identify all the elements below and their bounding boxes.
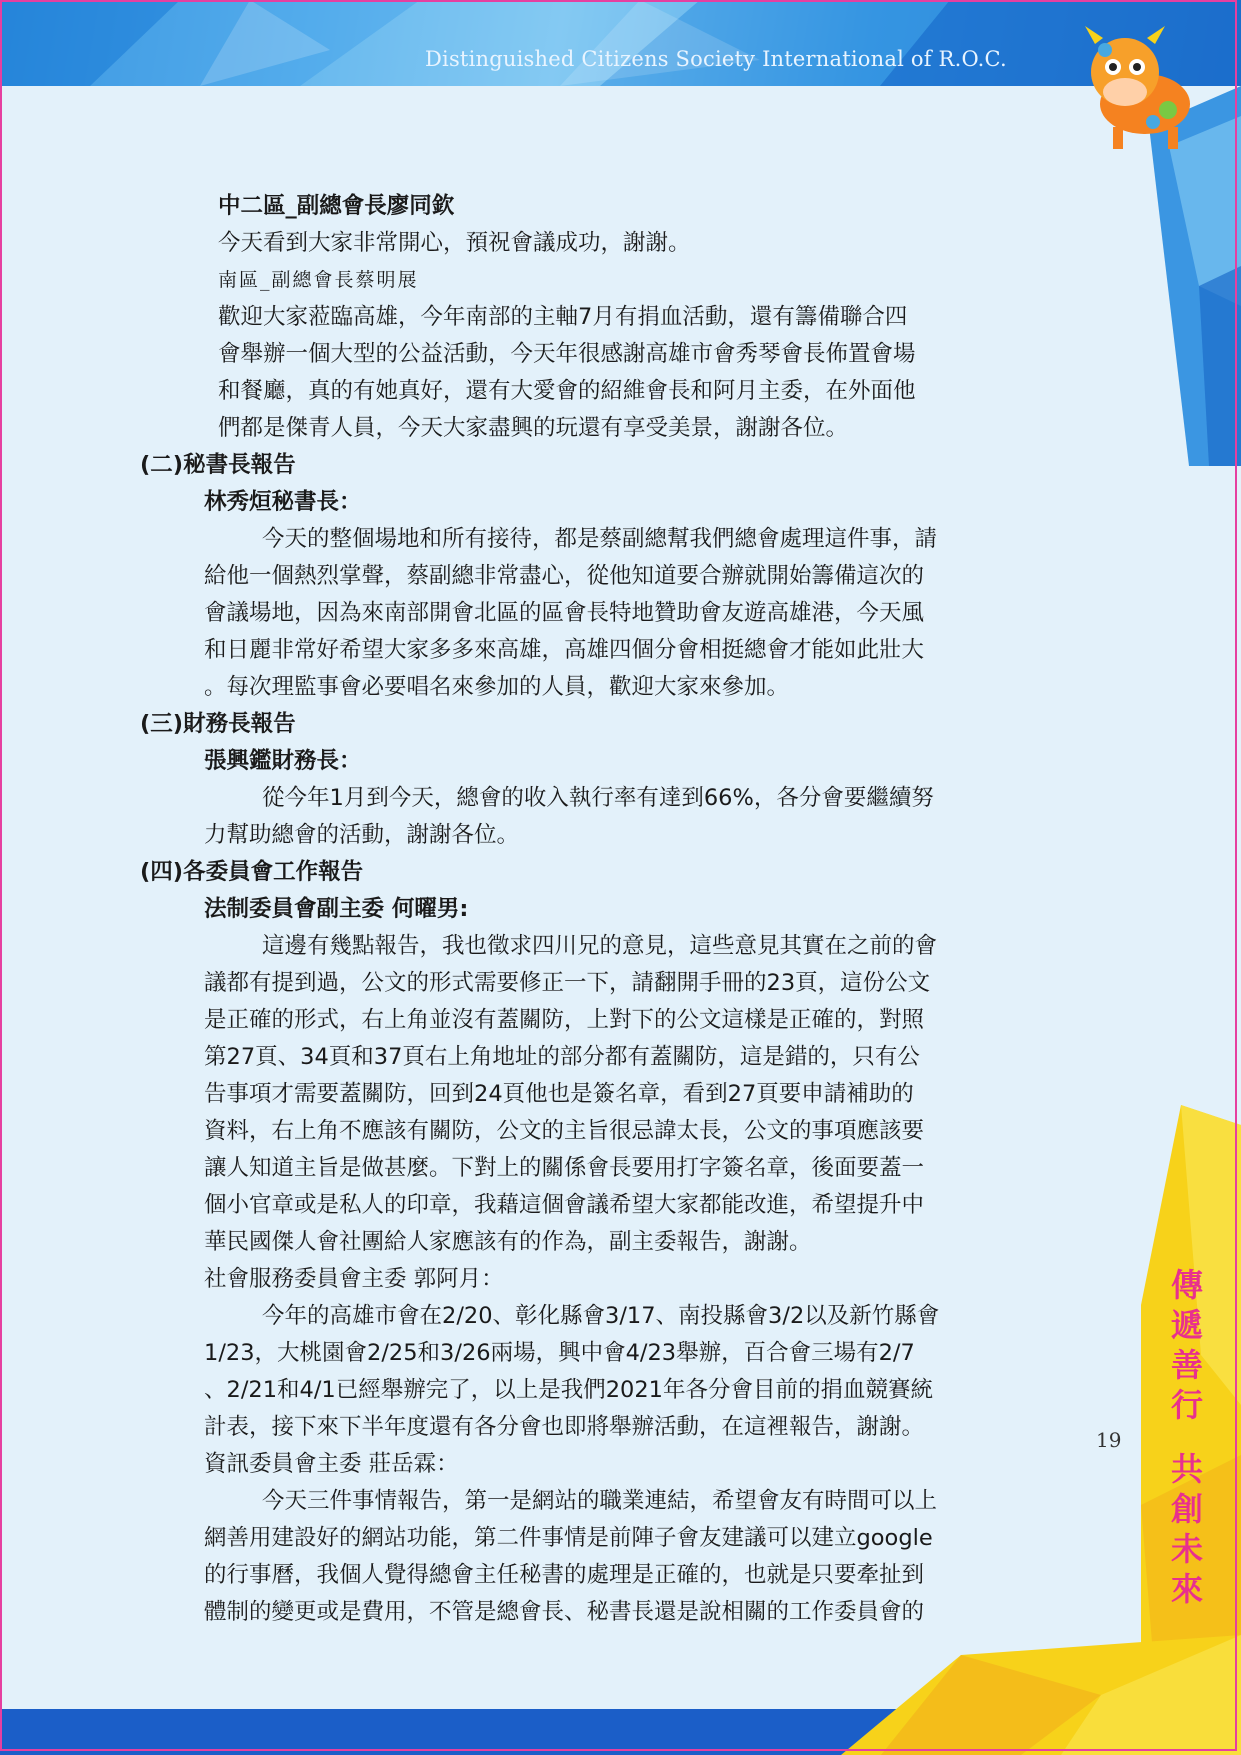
- paragraph-line: 資訊委員會主委 莊岳霖：: [204, 1451, 459, 1477]
- paragraph-line: 歡迎大家蒞臨高雄，今年南部的主軸7月有捐血活動，還有籌備聯合四: [218, 304, 908, 330]
- paragraph-line: 今天看到大家非常開心，預祝會議成功，謝謝。: [218, 230, 691, 256]
- society-name: Distinguished Citizens Society International of R.O.C.: [425, 47, 1007, 71]
- paragraph-line: 、2/21和4/1已經舉辦完了，以上是我們2021年各分會目前的捐血競賽統: [204, 1377, 933, 1403]
- report-body: [140, 188, 1100, 1631]
- paragraph-line: 個小官章或是私人的印章，我藉這個會議希望大家都能改進，希望提升中: [204, 1192, 925, 1218]
- slogan-character: 創: [1170, 1490, 1203, 1528]
- section-heading: 張興鑑財務長：: [204, 748, 362, 774]
- paragraph-line: 力幫助總會的活動，謝謝各位。: [204, 822, 520, 848]
- paragraph-line: 南區_副總會長蔡明展: [218, 269, 419, 291]
- paragraph-line: 和餐廳，真的有她真好，還有大愛會的紹維會長和阿月主委，在外面他: [218, 378, 916, 404]
- paragraph-line: 讓人知道主旨是做甚麼。下對上的關係會長要用打字簽名章，後面要蓋一: [204, 1155, 925, 1181]
- section-heading: 法制委員會副主委 何曜男:: [204, 896, 469, 922]
- slogan-character: 來: [1170, 1570, 1203, 1608]
- paragraph-line: 今年的高雄市會在2/20、彰化縣會3/17、南投縣會3/2以及新竹縣會: [262, 1303, 940, 1329]
- paragraph-line: 這邊有幾點報告，我也徵求四川兄的意見，這些意見其實在之前的會: [262, 933, 938, 959]
- paragraph-line: 們都是傑青人員，今天大家盡興的玩還有享受美景，謝謝各位。: [218, 415, 849, 441]
- paragraph-line: 社會服務委員會主委 郭阿月：: [204, 1266, 504, 1292]
- section-heading: (四)各委員會工作報告: [140, 859, 364, 885]
- section-heading: (三)財務長報告: [140, 711, 296, 737]
- paragraph-line: 會舉辦一個大型的公益活動，今天年很感謝高雄市會秀琴會長佈置會場: [218, 341, 916, 367]
- paragraph-line: 。每次理監事會必要唱名來參加的人員，歡迎大家來參加。: [204, 674, 790, 700]
- paragraph-line: 是正確的形式，右上角並沒有蓋關防，上對下的公文這樣是正確的，對照: [204, 1007, 925, 1033]
- paragraph-line: 和日麗非常好希望大家多多來高雄，高雄四個分會相挺總會才能如此壯大: [204, 637, 925, 663]
- header-polygon-pattern: [0, 0, 1241, 86]
- slogan-character: 共: [1170, 1450, 1203, 1488]
- footer-decoration: [761, 1635, 1241, 1755]
- paragraph-line: 資料，右上角不應該有關防，公文的主旨很忌諱太長，公文的事項應該要: [204, 1118, 925, 1144]
- side-slogan: [1167, 1265, 1207, 1609]
- page-number: 19: [1096, 1428, 1122, 1452]
- paragraph-line: 網善用建設好的網站功能，第二件事情是前陣子會友建議可以建立google: [204, 1525, 933, 1551]
- paragraph-line: 1/23，大桃園會2/25和3/26兩場，興中會4/23舉辦，百合會三場有2/7: [204, 1340, 915, 1366]
- slogan-character: 行: [1170, 1386, 1203, 1424]
- section-heading: (二)秘書長報告: [140, 452, 296, 478]
- paragraph-line: 從今年1月到今天，總會的收入執行率有達到66%，各分會要繼續努: [262, 785, 934, 811]
- section-heading: 林秀烜秘書長：: [204, 489, 362, 515]
- paragraph-line: 給他一個熱烈掌聲，蔡副總非常盡心，從他知道要合辦就開始籌備這次的: [204, 563, 925, 589]
- slogan-character: 傳: [1170, 1266, 1203, 1304]
- paragraph-line: 第27頁、34頁和37頁右上角地址的部分都有蓋關防，這是錯的，只有公: [204, 1044, 920, 1070]
- paragraph-line: 體制的變更或是費用，不管是總會長、秘書長還是說相關的工作委員會的: [204, 1599, 925, 1625]
- section-heading: 中二區_副總會長廖同欽: [218, 193, 455, 219]
- paragraph-line: 會議場地，因為來南部開會北區的區會長特地贊助會友遊高雄港，今天風: [204, 600, 925, 626]
- paragraph-line: 的行事曆，我個人覺得總會主任秘書的處理是正確的，也就是只要牽扯到: [204, 1562, 925, 1588]
- slogan-character: 遞: [1170, 1306, 1203, 1344]
- slogan-character: 善: [1170, 1346, 1203, 1384]
- paragraph-line: 議都有提到過，公文的形式需要修正一下，請翻開手冊的23頁，這份公文: [204, 970, 931, 996]
- paragraph-line: 告事項才需要蓋關防，回到24頁他也是簽名章，看到27頁要申請補助的: [204, 1081, 914, 1107]
- paragraph-line: 今天三件事情報告，第一是網站的職業連結，希望會友有時間可以上: [262, 1488, 938, 1514]
- paragraph-line: 計表，接下來下半年度還有各分會也即將舉辦活動，在這裡報告，謝謝。: [204, 1414, 925, 1440]
- paragraph-line: 今天的整個場地和所有接待，都是蔡副總幫我們總會處理這件事，請: [262, 526, 938, 552]
- header-banner: [0, 0, 1241, 86]
- slogan-character: [1167, 1425, 1207, 1449]
- cow-mascot-icon: [1073, 22, 1203, 157]
- slogan-character: 未: [1170, 1530, 1203, 1568]
- paragraph-line: 華民國傑人會社團給人家應該有的作為，副主委報告，謝謝。: [204, 1229, 812, 1255]
